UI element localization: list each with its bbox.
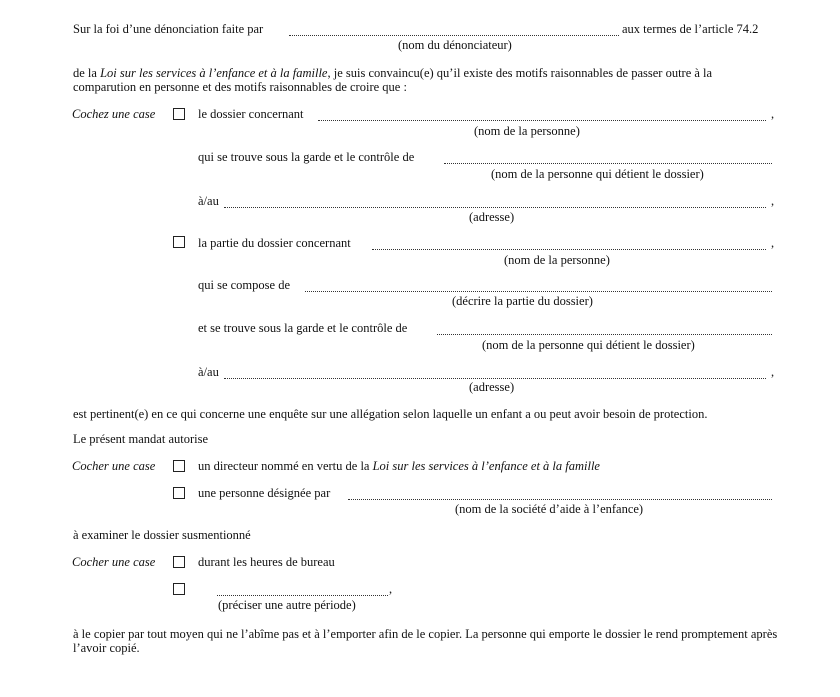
- part-description-field[interactable]: [305, 291, 772, 292]
- comma: ,: [771, 236, 775, 250]
- authorizes-label: Le présent mandat autorise: [73, 432, 209, 446]
- part-person-name-field[interactable]: [372, 249, 766, 250]
- record-part-label: la partie du dossier concernant: [198, 236, 351, 250]
- designated-person-checkbox[interactable]: [173, 487, 185, 499]
- custodian-caption: (nom de la personne qui détient le dossier): [491, 167, 704, 181]
- article-reference: aux termes de l’article 74.2: [622, 22, 759, 36]
- check-one-label-2: Cocher une case: [72, 459, 156, 473]
- law-title: Loi sur les services à l’enfance et à la famille: [100, 66, 328, 80]
- closing-paragraph: à le copier par tout moyen qui ne l’abîme pas et à l’emporter afin de le copier. La personne qui emporte le dossier le rend promptement après l’avoir copié.: [73, 627, 778, 655]
- part-person-caption: (nom de la personne): [504, 253, 610, 267]
- part-custodian-field[interactable]: [437, 334, 772, 335]
- person-name-field[interactable]: [318, 120, 766, 121]
- comma: ,: [771, 194, 775, 208]
- examine-label: à examiner le dossier susmentionné: [73, 528, 251, 542]
- record-part-checkbox[interactable]: [173, 236, 185, 248]
- custody-label: qui se trouve sous la garde et le contrôle de: [198, 150, 415, 164]
- other-period-checkbox[interactable]: [173, 583, 185, 595]
- address-label: à/au: [198, 194, 219, 208]
- record-concerning-label: le dossier concernant: [198, 107, 304, 121]
- address-caption: (adresse): [469, 210, 515, 224]
- statement-paragraph: de la Loi sur les services à l’enfance et à la famille, je suis convaincu(e) qu’il existe des motifs raisonnables de passer outre à la comparution en personne et des motifs raisonnables de croire que :: [73, 66, 713, 94]
- record-concerning-checkbox[interactable]: [173, 108, 185, 120]
- part-custodian-caption: (nom de la personne qui détient le dossier): [482, 338, 695, 352]
- custodian-name-field[interactable]: [444, 163, 772, 164]
- part-address-caption: (adresse): [469, 380, 515, 394]
- comma: ,: [389, 582, 393, 596]
- compose-label: qui se compose de: [198, 278, 290, 292]
- director-label: un directeur nommé en vertu de la Loi sur les services à l’enfance et à la famille: [198, 459, 600, 473]
- business-hours-label: durant les heures de bureau: [198, 555, 335, 569]
- person-name-caption: (nom de la personne): [474, 124, 580, 138]
- comma: ,: [771, 365, 775, 379]
- part-address-field[interactable]: [224, 378, 766, 379]
- designated-person-label: une personne désignée par: [198, 486, 331, 500]
- part-custody-label: et se trouve sous la garde et le contrôle de: [198, 321, 408, 335]
- check-one-label: Cochez une case: [72, 107, 156, 121]
- other-period-field[interactable]: [217, 595, 388, 596]
- check-one-label-3: Cocher une case: [72, 555, 156, 569]
- other-period-caption: (préciser une autre période): [218, 598, 356, 612]
- society-name-field[interactable]: [348, 499, 772, 500]
- business-hours-checkbox[interactable]: [173, 556, 185, 568]
- denunciation-prefix: Sur la foi d’une dénonciation faite par: [73, 22, 264, 36]
- part-description-caption: (décrire la partie du dossier): [452, 294, 593, 308]
- comma: ,: [771, 107, 775, 121]
- denunciator-caption: (nom du dénonciateur): [398, 38, 512, 52]
- address-field[interactable]: [224, 207, 766, 208]
- director-checkbox[interactable]: [173, 460, 185, 472]
- part-address-label: à/au: [198, 365, 219, 379]
- relevance-statement: est pertinent(e) en ce qui concerne une enquête sur une allégation selon laquelle un enfant a ou peut avoir besoin de protection.: [73, 407, 708, 421]
- denunciator-name-field[interactable]: [289, 35, 619, 36]
- society-caption: (nom de la société d’aide à l’enfance): [455, 502, 644, 516]
